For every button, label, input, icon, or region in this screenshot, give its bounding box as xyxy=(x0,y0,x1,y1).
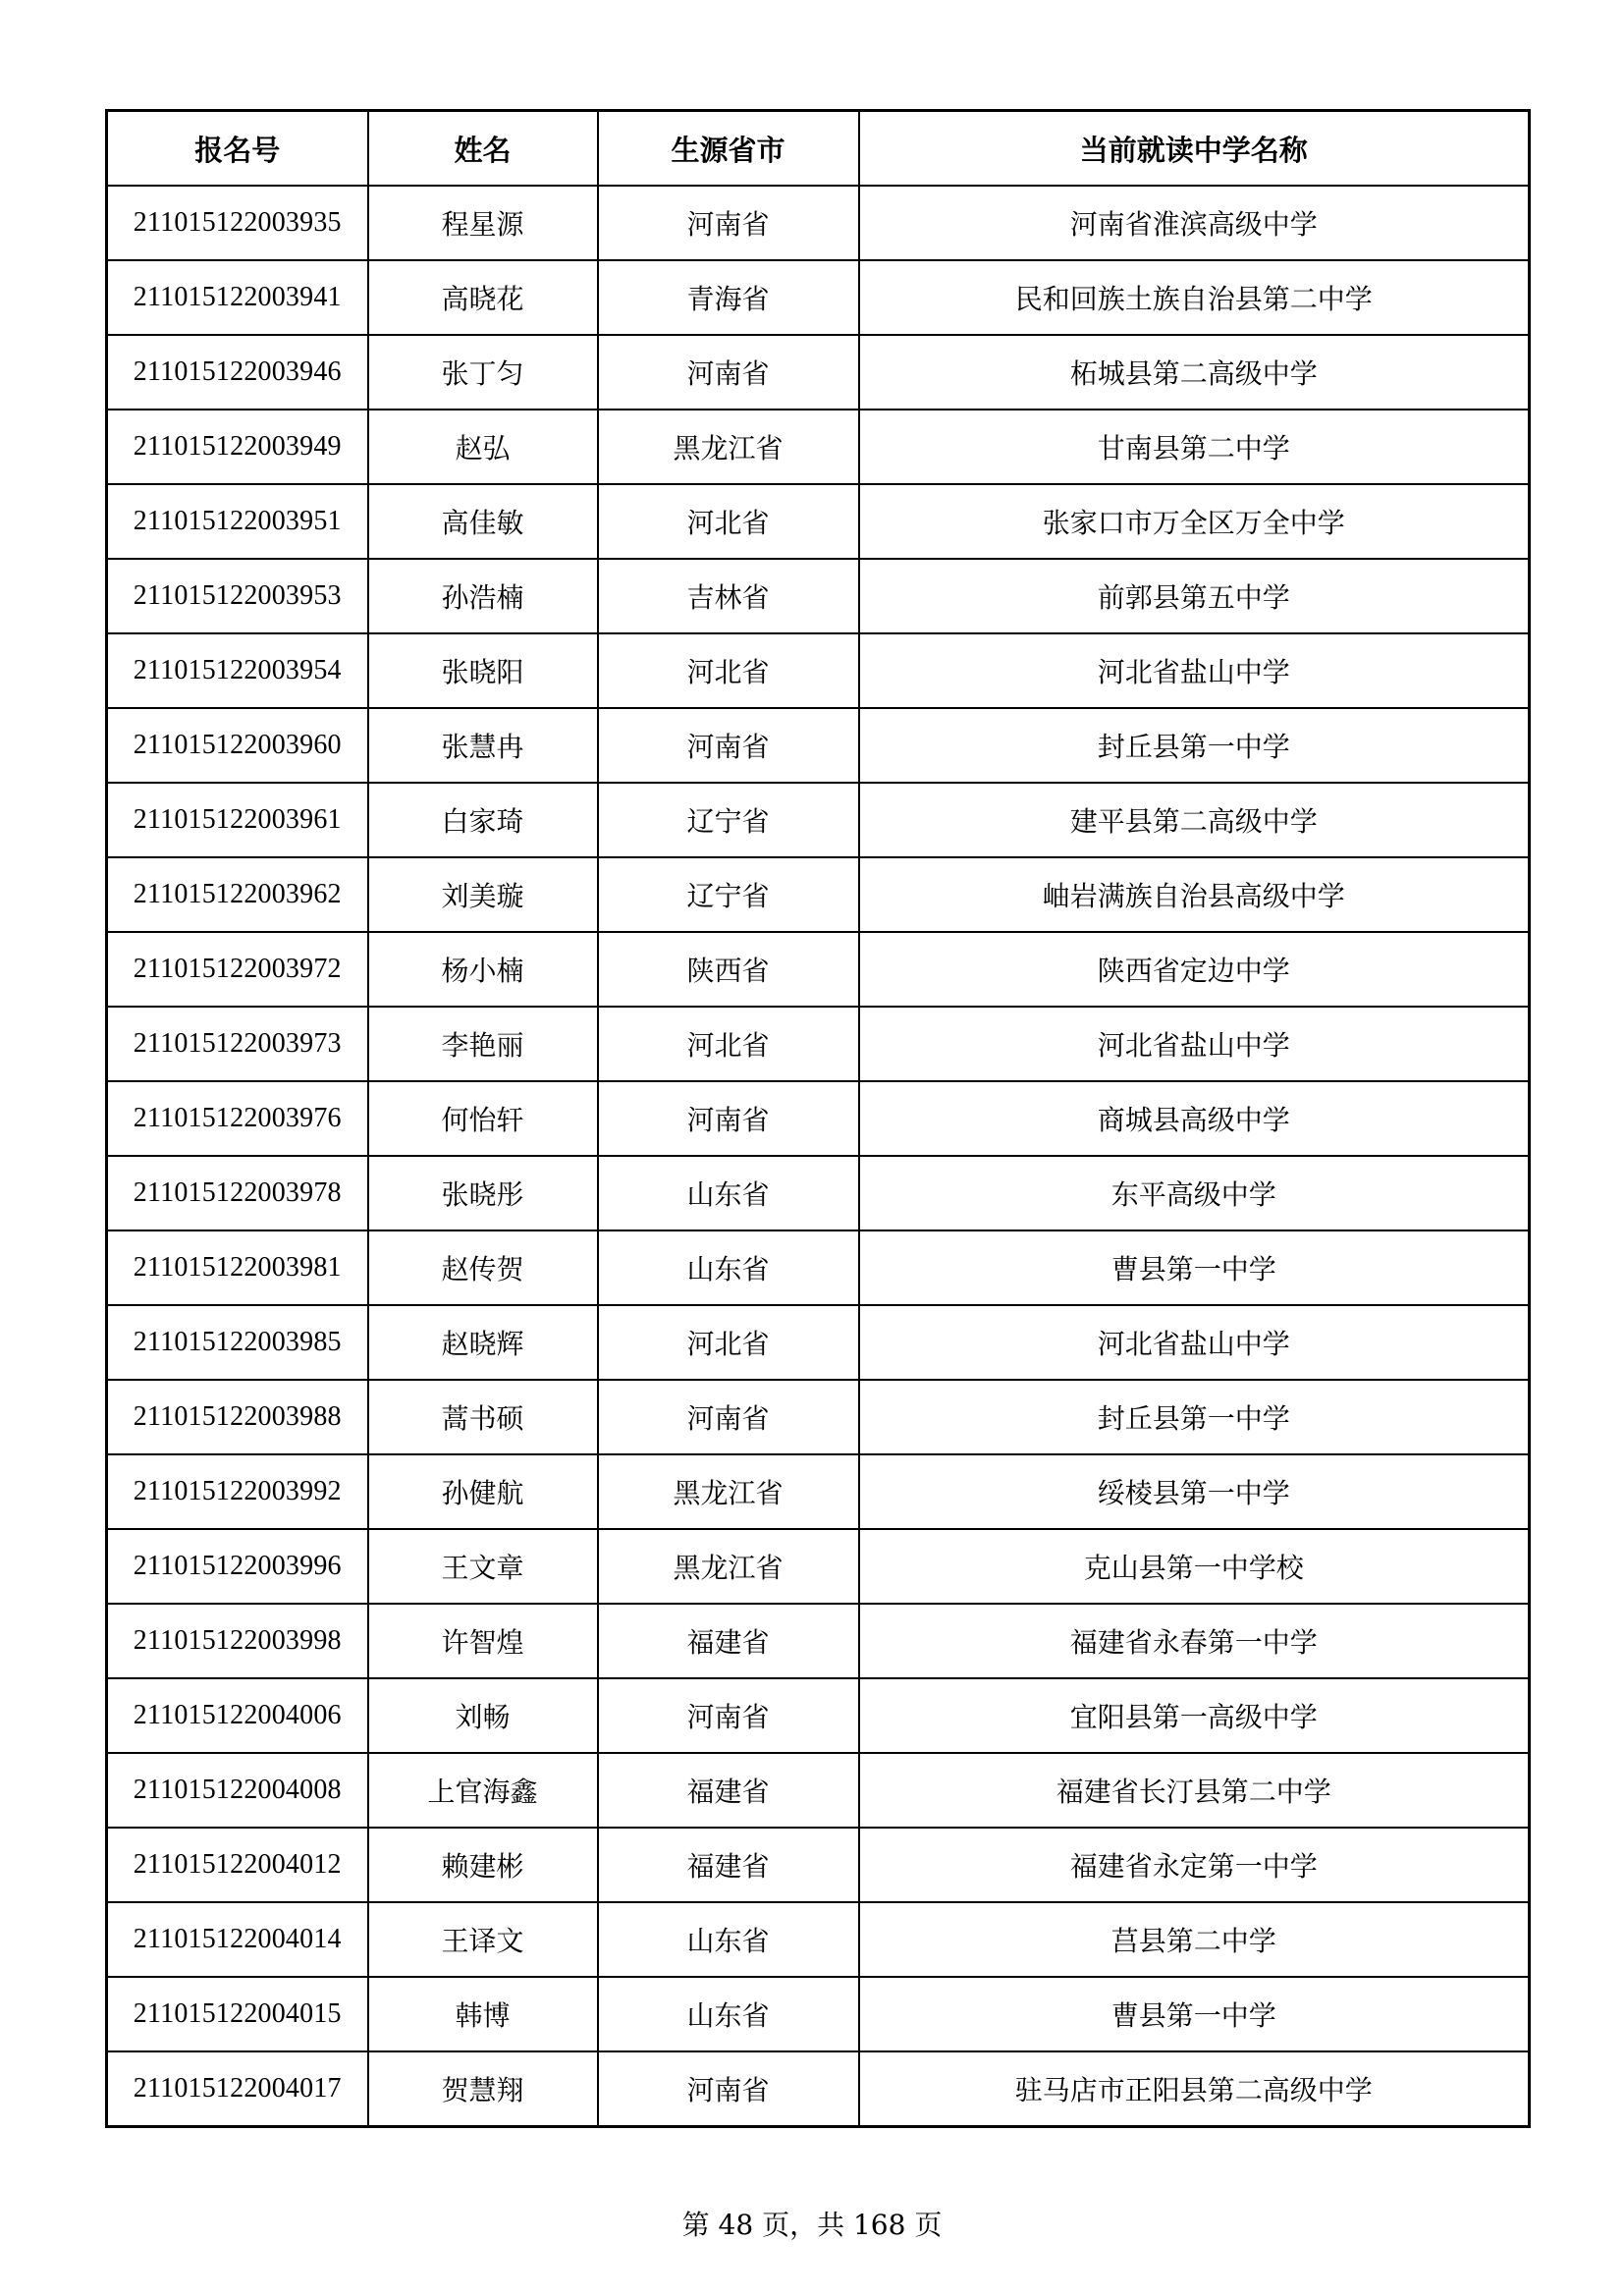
table-row xyxy=(107,484,1530,559)
registration-number-cell: 211015122003951 xyxy=(107,484,368,559)
current-school-cell: 前郭县第五中学 xyxy=(859,559,1530,633)
table-row xyxy=(107,783,1530,857)
student-name-cell: 韩博 xyxy=(368,1977,598,2051)
table-row xyxy=(107,2051,1530,2127)
student-name-cell: 白家琦 xyxy=(368,783,598,857)
registration-number-cell: 211015122004015 xyxy=(107,1977,368,2051)
current-school-cell: 绥棱县第一中学 xyxy=(859,1454,1530,1529)
source-province-cell: 黑龙江省 xyxy=(598,1454,859,1529)
table-body xyxy=(107,186,1530,2127)
current-school-cell: 福建省永春第一中学 xyxy=(859,1604,1530,1678)
registration-number-cell: 211015122003978 xyxy=(107,1156,368,1230)
student-name-cell: 张丁匀 xyxy=(368,335,598,410)
current-school-cell: 商城县高级中学 xyxy=(859,1081,1530,1156)
student-name-cell: 上官海鑫 xyxy=(368,1753,598,1828)
student-name-cell: 赵传贺 xyxy=(368,1230,598,1305)
registration-number-cell: 211015122003962 xyxy=(107,857,368,932)
source-province-cell: 河北省 xyxy=(598,633,859,708)
current-school-cell: 河南省淮滨高级中学 xyxy=(859,186,1530,260)
table-row xyxy=(107,1305,1530,1380)
student-name-cell: 高佳敏 xyxy=(368,484,598,559)
student-name-cell: 李艳丽 xyxy=(368,1007,598,1081)
source-province-cell: 山东省 xyxy=(598,1156,859,1230)
source-province-cell: 山东省 xyxy=(598,1230,859,1305)
registration-number-cell: 211015122003946 xyxy=(107,335,368,410)
table-row xyxy=(107,1529,1530,1604)
source-province-cell: 山东省 xyxy=(598,1977,859,2051)
table-row xyxy=(107,186,1530,260)
source-province-cell: 河南省 xyxy=(598,1380,859,1454)
current-school-cell: 河北省盐山中学 xyxy=(859,1007,1530,1081)
current-school-cell: 陕西省定边中学 xyxy=(859,932,1530,1007)
student-name-cell: 赵弘 xyxy=(368,410,598,484)
source-province-cell: 河南省 xyxy=(598,186,859,260)
source-province-cell: 河南省 xyxy=(598,708,859,783)
source-province-cell: 黑龙江省 xyxy=(598,1529,859,1604)
table-row xyxy=(107,1380,1530,1454)
table-row xyxy=(107,1081,1530,1156)
registration-number-cell: 211015122003961 xyxy=(107,783,368,857)
header-name: 姓名 xyxy=(368,111,598,187)
student-name-cell: 刘美璇 xyxy=(368,857,598,932)
current-school-cell: 河北省盐山中学 xyxy=(859,633,1530,708)
current-school-cell: 东平高级中学 xyxy=(859,1156,1530,1230)
table-row xyxy=(107,1230,1530,1305)
registration-number-cell: 211015122003960 xyxy=(107,708,368,783)
current-school-cell: 建平县第二高级中学 xyxy=(859,783,1530,857)
page-number-footer: 第 48 页，共 168 页 xyxy=(681,2209,943,2241)
table-row xyxy=(107,932,1530,1007)
table-row xyxy=(107,559,1530,633)
student-name-cell: 何怡轩 xyxy=(368,1081,598,1156)
registration-number-cell: 211015122003935 xyxy=(107,186,368,260)
source-province-cell: 河北省 xyxy=(598,1007,859,1081)
current-school-cell: 曹县第一中学 xyxy=(859,1230,1530,1305)
student-name-cell: 赖建彬 xyxy=(368,1828,598,1902)
source-province-cell: 福建省 xyxy=(598,1753,859,1828)
table-row xyxy=(107,1828,1530,1902)
registration-number-cell: 211015122003953 xyxy=(107,559,368,633)
registration-number-cell: 211015122004014 xyxy=(107,1902,368,1977)
registration-number-cell: 211015122003998 xyxy=(107,1604,368,1678)
current-school-cell: 曹县第一中学 xyxy=(859,1977,1530,2051)
registration-number-cell: 211015122003973 xyxy=(107,1007,368,1081)
source-province-cell: 福建省 xyxy=(598,1604,859,1678)
current-school-cell: 莒县第二中学 xyxy=(859,1902,1530,1977)
registration-number-cell: 211015122004006 xyxy=(107,1678,368,1753)
table-row xyxy=(107,1454,1530,1529)
student-name-cell: 王译文 xyxy=(368,1902,598,1977)
student-name-cell: 张慧冉 xyxy=(368,708,598,783)
student-name-cell: 许智煌 xyxy=(368,1604,598,1678)
student-name-cell: 孙健航 xyxy=(368,1454,598,1529)
table-row xyxy=(107,1977,1530,2051)
registration-number-cell: 211015122003988 xyxy=(107,1380,368,1454)
source-province-cell: 河南省 xyxy=(598,1678,859,1753)
table-row xyxy=(107,1604,1530,1678)
table-row xyxy=(107,1678,1530,1753)
source-province-cell: 辽宁省 xyxy=(598,783,859,857)
current-school-cell: 驻马店市正阳县第二高级中学 xyxy=(859,2051,1530,2127)
student-name-cell: 刘畅 xyxy=(368,1678,598,1753)
registration-number-cell: 211015122003941 xyxy=(107,260,368,335)
registration-number-cell: 211015122003992 xyxy=(107,1454,368,1529)
header-source-province: 生源省市 xyxy=(598,111,859,187)
registration-number-cell: 211015122003996 xyxy=(107,1529,368,1604)
registration-number-cell: 211015122003976 xyxy=(107,1081,368,1156)
current-school-cell: 宜阳县第一高级中学 xyxy=(859,1678,1530,1753)
registration-number-cell: 211015122003954 xyxy=(107,633,368,708)
table-row xyxy=(107,708,1530,783)
current-school-cell: 柘城县第二高级中学 xyxy=(859,335,1530,410)
table-row xyxy=(107,335,1530,410)
table-row xyxy=(107,1753,1530,1828)
current-school-cell: 封丘县第一中学 xyxy=(859,708,1530,783)
registration-number-cell: 211015122003985 xyxy=(107,1305,368,1380)
source-province-cell: 黑龙江省 xyxy=(598,410,859,484)
current-school-cell: 民和回族土族自治县第二中学 xyxy=(859,260,1530,335)
header-registration-number: 报名号 xyxy=(107,111,368,187)
current-school-cell: 福建省永定第一中学 xyxy=(859,1828,1530,1902)
source-province-cell: 辽宁省 xyxy=(598,857,859,932)
header-current-school: 当前就读中学名称 xyxy=(859,111,1530,187)
source-province-cell: 吉林省 xyxy=(598,559,859,633)
source-province-cell: 福建省 xyxy=(598,1828,859,1902)
current-school-cell: 克山县第一中学校 xyxy=(859,1529,1530,1604)
student-name-cell: 高晓花 xyxy=(368,260,598,335)
table-row xyxy=(107,410,1530,484)
student-name-cell: 蒿书硕 xyxy=(368,1380,598,1454)
source-province-cell: 山东省 xyxy=(598,1902,859,1977)
table-row xyxy=(107,857,1530,932)
current-school-cell: 岫岩满族自治县高级中学 xyxy=(859,857,1530,932)
table-row xyxy=(107,633,1530,708)
source-province-cell: 河南省 xyxy=(598,335,859,410)
registration-number-cell: 211015122003972 xyxy=(107,932,368,1007)
source-province-cell: 河北省 xyxy=(598,1305,859,1380)
student-name-cell: 张晓阳 xyxy=(368,633,598,708)
student-name-cell: 程星源 xyxy=(368,186,598,260)
table-row xyxy=(107,1007,1530,1081)
table-row xyxy=(107,1902,1530,1977)
table-row xyxy=(107,260,1530,335)
current-school-cell: 封丘县第一中学 xyxy=(859,1380,1530,1454)
source-province-cell: 河南省 xyxy=(598,2051,859,2127)
registration-number-cell: 211015122004012 xyxy=(107,1828,368,1902)
registration-number-cell: 211015122004008 xyxy=(107,1753,368,1828)
source-province-cell: 河南省 xyxy=(598,1081,859,1156)
student-name-cell: 孙浩楠 xyxy=(368,559,598,633)
student-roster-table xyxy=(105,109,1531,2128)
student-name-cell: 王文章 xyxy=(368,1529,598,1604)
student-name-cell: 张晓彤 xyxy=(368,1156,598,1230)
table-row xyxy=(107,1156,1530,1230)
current-school-cell: 甘南县第二中学 xyxy=(859,410,1530,484)
student-name-cell: 杨小楠 xyxy=(368,932,598,1007)
student-name-cell: 贺慧翔 xyxy=(368,2051,598,2127)
source-province-cell: 陕西省 xyxy=(598,932,859,1007)
current-school-cell: 河北省盐山中学 xyxy=(859,1305,1530,1380)
current-school-cell: 福建省长汀县第二中学 xyxy=(859,1753,1530,1828)
registration-number-cell: 211015122003981 xyxy=(107,1230,368,1305)
registration-number-cell: 211015122004017 xyxy=(107,2051,368,2127)
student-name-cell: 赵晓辉 xyxy=(368,1305,598,1380)
source-province-cell: 青海省 xyxy=(598,260,859,335)
source-province-cell: 河北省 xyxy=(598,484,859,559)
registration-number-cell: 211015122003949 xyxy=(107,410,368,484)
table-header-row xyxy=(107,111,1530,187)
current-school-cell: 张家口市万全区万全中学 xyxy=(859,484,1530,559)
